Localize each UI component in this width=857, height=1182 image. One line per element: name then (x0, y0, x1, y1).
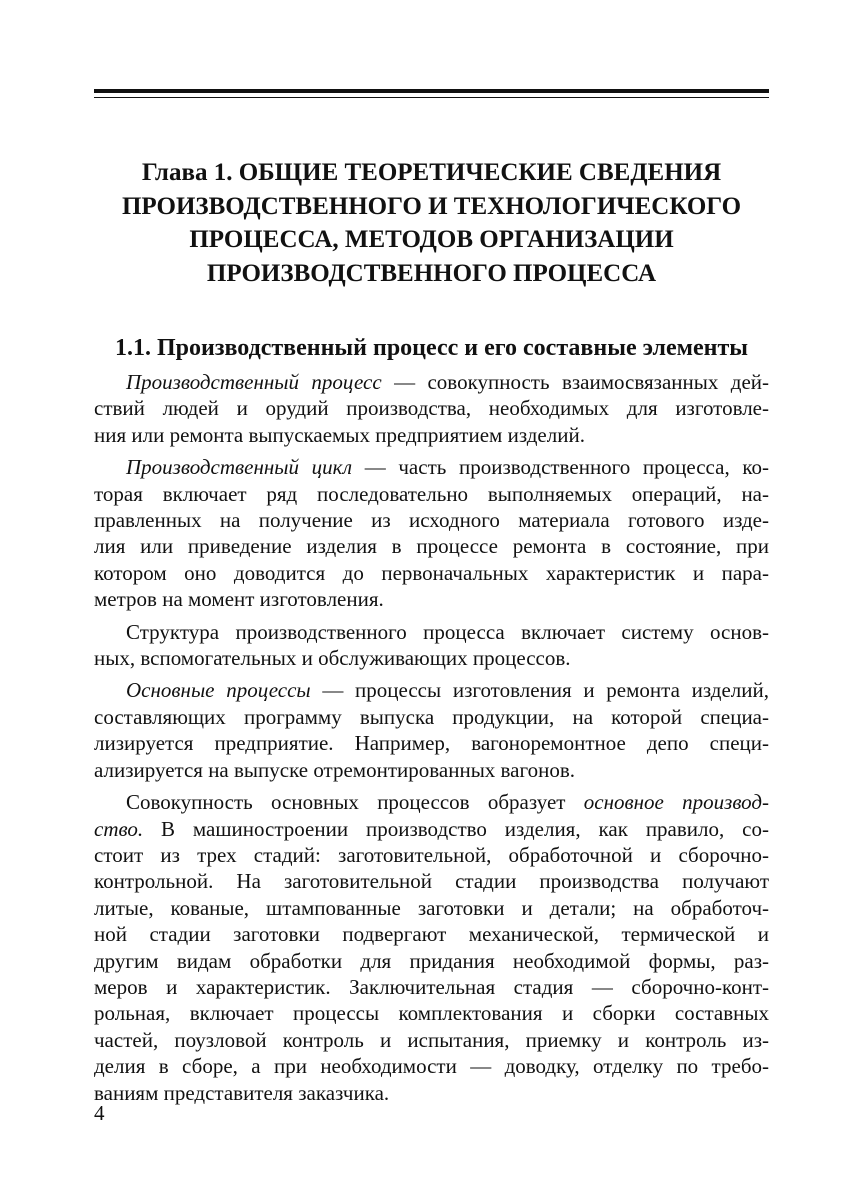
text-line (94, 677, 769, 703)
paragraph-main-processes (94, 677, 769, 783)
text-line (94, 789, 769, 815)
text-line: рольная, включает процессы комплектования и сборки составных (94, 1001, 769, 1026)
header-rule-thick (94, 89, 769, 93)
chapter-title-line: Глава 1. ОБЩИЕ ТЕОРЕТИЧЕСКИЕ СВЕДЕНИЯ (141, 159, 722, 186)
text-line: метров на момент изготовления. (94, 587, 384, 612)
text-line: меров и характеристик. Заключительная стадия — сборочно-конт- (94, 974, 769, 999)
text-line: другим видам обработки для придания необходимой формы, раз- (94, 948, 769, 973)
body-text (94, 369, 769, 1112)
line-text: — процессы изготовления и ремонта изделий, (310, 678, 769, 703)
text-line: ваниям представителя заказчика. (94, 1080, 390, 1105)
term-main-processes: Основные процессы (126, 678, 311, 703)
text-line: стоит из трех стадий: заготовительной, обработочной и сборочно- (94, 842, 769, 867)
line-text: — часть производственного процесса, ко- (352, 455, 769, 480)
line-text: — совокупность взаимосвязанных дей- (381, 370, 770, 394)
term-production-process: Производственный процесс (126, 370, 382, 394)
text-line (94, 816, 769, 842)
section-title: 1.1. Производственный процесс и его составные элементы (114, 335, 749, 361)
text-line: правленных на получение из исходного материала готового изде- (94, 508, 769, 533)
text-line: составляющих программу выпуска продукции, на которой специа- (94, 704, 769, 729)
term-main-production-end: ство. (94, 816, 144, 841)
header-rule-thin (94, 97, 769, 98)
text-line: Структура производственного процесса включает систему основ- (126, 619, 769, 644)
chapter-title (94, 156, 769, 290)
text-line (94, 369, 769, 395)
chapter-title-line: ПРОЦЕССА, МЕТОДОВ ОРГАНИЗАЦИИ (189, 226, 674, 253)
text-line: лия или приведение изделия в процессе ремонта в состояние, при (94, 534, 769, 559)
text-line: делия в сборе, а при необходимости — доводку, отделку по требо- (94, 1054, 769, 1079)
line-text: Совокупность основных процессов образует (126, 790, 584, 815)
text-line: контрольной. На заготовительной стадии производства получают (94, 869, 769, 894)
text-line: ализируется на выпуске отремонтированных вагонов. (94, 757, 576, 782)
term-main-production: основное производ- (583, 790, 770, 815)
text-line: ных, вспомогательных и обслуживающих процессов. (94, 646, 571, 671)
paragraph-process-structure (94, 619, 769, 672)
text-line: ной стадии заготовки подвергают механической, термической и (94, 922, 769, 947)
paragraph-main-production (94, 789, 769, 1106)
text-line: лизируется предприятие. Например, вагоноремонтное депо специ- (94, 731, 769, 756)
chapter-title-line: ПРОИЗВОДСТВЕННОГО И ТЕХНОЛОГИЧЕСКОГО (121, 192, 742, 220)
paragraph-production-cycle (94, 454, 769, 612)
text-line: ствий людей и орудий производства, необходимых для изготовле- (94, 396, 769, 421)
paragraph-production-process (94, 369, 769, 448)
text-line: торая включает ряд последовательно выполняемых операций, на- (94, 481, 769, 506)
line-text: В машиностроении производство изделия, как правило, со- (143, 816, 769, 841)
text-line (94, 454, 769, 480)
text-line: ния или ремонта выпускаемых предприятием изделий. (94, 422, 585, 447)
text-line: литые, кованые, штампованные заготовки и детали; на обработоч- (94, 895, 769, 920)
text-line: котором оно доводится до первоначальных характеристик и пара- (94, 560, 769, 585)
chapter-title-line: ПРОИЗВОДСТВЕННОГО ПРОЦЕССА (206, 259, 657, 287)
page-number: 4 (94, 1101, 105, 1125)
text-line: частей, поузловой контроль и испытания, приемку и контроль из- (94, 1027, 769, 1052)
term-production-cycle: Производственный цикл (126, 455, 353, 480)
